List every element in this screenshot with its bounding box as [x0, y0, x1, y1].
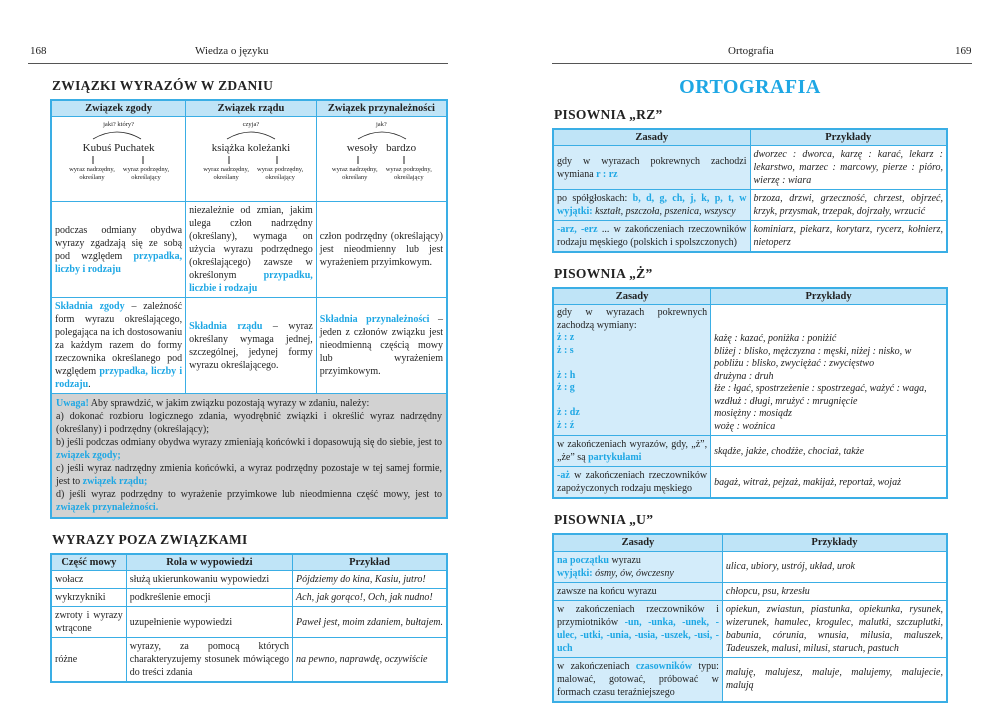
table-row	[553, 467, 947, 499]
table-row	[553, 190, 947, 221]
cell: wyrazy, za pomocą których charakteryzujemy stosunek mówiącego do treści zdania	[126, 638, 292, 683]
col-header: Przykłady	[722, 534, 947, 551]
section-title: PISOWNIA „Ż”	[554, 266, 653, 282]
col-header: Część mowy	[51, 554, 126, 571]
table-row	[553, 221, 947, 253]
rule-cell: -aż w zakończeniach rzeczowników zapożyczonych rodzaju męskiego	[553, 467, 711, 499]
table-row	[51, 607, 447, 638]
col-header: Związek zgody	[51, 100, 186, 117]
cell: uzupełnienie wypowiedzi	[126, 607, 292, 638]
note-box: Uwaga! Aby sprawdzić, w jakim związku pozostają wyrazy w zdaniu, należy: a) dokonać rozbioru logicznego zdania, wyodrębnić związki i określić wyraz nadrzędny (określany) i podrzędny (określający); b) jeśli podczas odmiany obydwa wyrazy zmieniają końcówki i dopasowują się do siebie, jest to związek zgody; c) jeśli wyraz nadrzędny zmienia końcówki, a wyraz podrzędny pozostaje w tej samej formie, jest to związek rządu; d) jeśli wyraz podrzędny to wyrażenie przyimkowe lub nieodmienna część mowy, jest to związek przynależności.	[51, 394, 447, 519]
table-row	[553, 600, 947, 657]
section-title: PISOWNIA „RZ”	[554, 107, 663, 122]
col-header: Zasady	[553, 129, 750, 146]
col-header: Zasady	[553, 288, 711, 305]
header-rule	[28, 63, 448, 64]
example-line: łże : łgać, spostrzeżenie : spostrzegać, ważyć : waga, wzdłuż : długi, mrużyć : mrugnięcie	[714, 383, 927, 407]
chapter-title: ORTOGRAFIA	[679, 76, 821, 98]
example-cell: brzoza, drzwi, grzeczność, chrzest, objrzeć, krzyk, przysmak, trzepak, dojrzały, wrzucić	[750, 190, 947, 221]
zwiazki-table	[50, 99, 448, 520]
cell: Ach, jak gorąco!, Och, jak nudno!	[293, 589, 447, 607]
rule-cell: po spółgłoskach: b, d, g, ch, j, k, p, t, w wyjątki: kształt, pszczoła, pszenica, wszyscy	[553, 190, 750, 221]
rule-cell: na początku wyrazu wyjątki: ósmy, ów, ówczesny	[553, 551, 722, 582]
section-title: WYRAZY POZA ZWIĄZKAMI	[52, 532, 248, 548]
example-cell: bagaż, witraż, pejzaż, makijaż, reportaż, wojaż	[711, 467, 947, 499]
diagram-zgody: jaki? który? Kubuś Puchatek wyraz nadrzędny, określany wyraz podrzędny, określający	[51, 117, 186, 202]
table-row	[51, 638, 447, 683]
rule-cell: w zakończeniach czasowników typu: malować, gotować, próbować w formach czasu teraźniejszego	[553, 657, 722, 702]
desc-cell: podczas odmiany obydwa wyrazy zgadzają się ze sobą pod względem przypadka, liczby i rodzaju	[51, 202, 186, 298]
col-header: Zasady	[553, 534, 722, 551]
u-table	[552, 533, 948, 703]
running-head-left: Wiedza o języku	[195, 45, 269, 57]
left-page-content	[50, 77, 448, 683]
cell: wołacz	[51, 571, 126, 589]
example-cell: ulica, ubiory, ustrój, układ, urok	[722, 551, 947, 582]
def-cell: Składnia zgody – zależność form wyrazu określającego, polegająca na ich dostosowaniu za każdym razem do formy rzeczownika określanego pod względem przypadka, liczby i rodzaju.	[51, 298, 186, 394]
cell: Pójdziemy do kina, Kasiu, jutro!	[293, 571, 447, 589]
diagram-przynaleznosci: jak? wesoły bardzo wyraz nadrzędny, określany wyraz podrzędny, określający	[316, 117, 447, 202]
zh-table	[552, 287, 948, 500]
running-head-right: Ortografia	[728, 45, 774, 57]
desc-cell: człon podrzędny (określający) jest nieodmienny lub jest wyrażeniem przyimkowym.	[316, 202, 447, 298]
rule-cell: gdy w wyrazach pokrewnych zachodzi wymiana r : rz	[553, 146, 750, 190]
col-header: Przykład	[293, 554, 447, 571]
header-rule	[552, 63, 972, 64]
col-header: Przykłady	[750, 129, 947, 146]
example-line: każę : kazać, poniżka : poniżić	[714, 333, 837, 345]
rule-cell: gdy w wyrazach pokrewnych zachodzą wymiany: ż : z ż : s ż : h ż : g ż : dz ż : ź	[553, 305, 711, 436]
rule-cell: -arz, -erz ... w zakończeniach rzeczowników rodzaju męskiego (polskich i spolszczonych)	[553, 221, 750, 253]
diagram-rzadu: czyja? książka koleżanki wyraz nadrzędny, określany wyraz podrzędny, określający	[186, 117, 317, 202]
col-header: Związek rządu	[186, 100, 317, 117]
cell: podkreślenie emocji	[126, 589, 292, 607]
cell: różne	[51, 638, 126, 683]
def-cell: Składnia rządu – wyraz określany wymaga jednej, szczególnej, jedynej formy wyrazu określającego.	[186, 298, 317, 394]
cell: zwroty i wyrazy wtrącone	[51, 607, 126, 638]
table-row	[51, 571, 447, 589]
page-number-right: 169	[955, 45, 972, 57]
page-number-left: 168	[30, 45, 47, 57]
table-row	[51, 589, 447, 607]
example-line: wożę : woźnica	[714, 420, 776, 432]
example-cell: kominiarz, piekarz, korytarz, rycerz, kołnierz, nietoperz	[750, 221, 947, 253]
cell: służą ukierunkowaniu wypowiedzi	[126, 571, 292, 589]
example-cell: maluję, malujesz, maluje, malujemy, malujecie, malują	[722, 657, 947, 702]
example-cell: skądże, jakże, chodźże, chociaż, także	[711, 436, 947, 467]
rz-table	[552, 128, 948, 254]
table-row	[553, 436, 947, 467]
cell: wykrzykniki	[51, 589, 126, 607]
col-header: Przykłady	[711, 288, 947, 305]
section-title: PISOWNIA „U”	[554, 512, 654, 528]
example-cell: chłopcu, psu, krzesłu	[722, 582, 947, 600]
section-title: ZWIĄZKI WYRAZÓW W ZDANIU	[52, 78, 274, 93]
table-row	[553, 551, 947, 582]
col-header: Rola w wypowiedzi	[126, 554, 292, 571]
rule-cell: w zakończeniach rzeczowników i przymiotników -un, -unka, -unek, -ulec, -utki, -unia, -usia, -uszek, -usi, -uch	[553, 600, 722, 657]
col-header: Związek przynależności	[316, 100, 447, 117]
rule-cell: w zakończeniach wyrazów, gdy, „ż”, „że” są partykułami	[553, 436, 711, 467]
rule-cell: zawsze na końcu wyrazu	[553, 582, 722, 600]
table-row	[553, 305, 947, 436]
def-cell: Składnia przynależności – jeden z członów związku jest nieodmienną częścią mowy lub wyrażeniem przyimkowym.	[316, 298, 447, 394]
table-row	[553, 657, 947, 702]
poza-table	[50, 553, 448, 684]
table-row	[553, 582, 947, 600]
example-line: bliżej : blisko, mężczyzna : męski, niżej : nisko, w pobliżu : blisko, zwyciężać : zwycięstwo	[714, 345, 912, 370]
cell: na pewno, naprawdę, oczywiście	[293, 638, 447, 683]
cell: Paweł jest, moim zdaniem, bułtajem.	[293, 607, 447, 638]
table-row	[553, 146, 947, 190]
example-line: drużyna : druh	[714, 370, 774, 382]
desc-cell: niezależnie od zmian, jakim ulega człon nadrzędny (określany), wymaga on użycia wyrazu podrzędnego (określającego) zawsze w określonym przypadku, liczbie i rodzaju	[186, 202, 317, 298]
right-page-content	[552, 74, 948, 703]
example-cell	[711, 305, 947, 436]
example-cell: opiekun, zwiastun, piastunka, opiekunka, rysunek, wizerunek, hamulec, krogulec, malutki, szczuplutki, babunia, córunia, wnusia, milusia, maluszek, Tadeuszek, malusi, milusi, staruch, pastuch	[722, 600, 947, 657]
example-cell: dworzec : dworca, karzę : karać, lekarz : lekarstwo, marzec : marcowy, pierze : pióro, wierzę : wiara	[750, 146, 947, 190]
example-line: mosiężny : mosiądz	[714, 408, 792, 420]
